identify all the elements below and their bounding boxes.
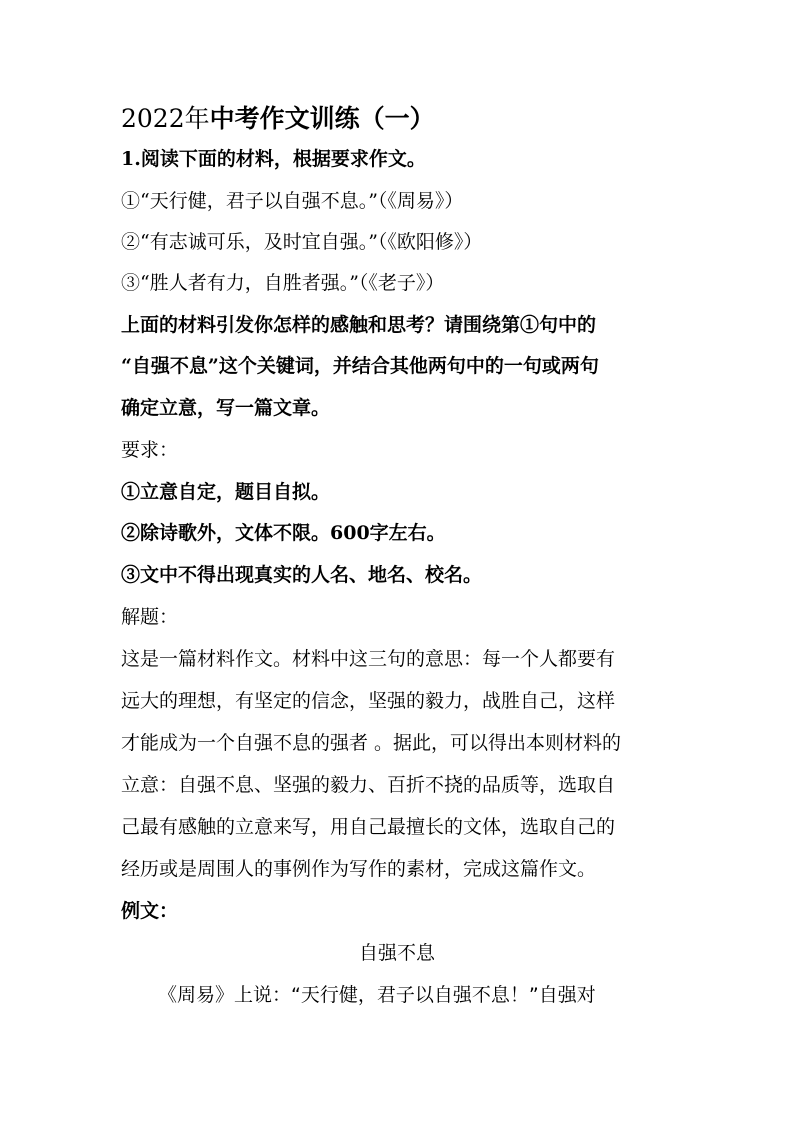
requirements-label: 要求： [121, 439, 179, 461]
example-label: 例文： [121, 900, 179, 922]
analysis-line-6: 经历或是周围人的事例作为写作的素材，完成这篇作文。 [121, 858, 597, 880]
essay-title: 自强不息 [358, 942, 435, 964]
requirement-2: ②除诗歌外，文体不限。600字左右。 [121, 522, 446, 544]
task-line-2: “自强不息”这个关键词，并结合其他两句中的一句或两句 [121, 355, 599, 377]
task-line-1: 上面的材料引发你怎样的感触和思考？请围绕第①句中的 [121, 314, 597, 336]
essay-first-line: 《周易》上说：“天行健，君子以自强不息！”自强对 [158, 984, 596, 1006]
quote-2: ②“有志诚可乐，及时宜自强。”（《欧阳修》） [121, 231, 483, 253]
title-main: 中考作文训练（一） [209, 104, 435, 133]
analysis-line-2: 远大的理想，有坚定的信念，坚强的毅力，战胜自己，这样 [121, 690, 616, 712]
question-prompt: 1.阅读下面的材料，根据要求作文。 [121, 148, 426, 170]
requirement-3: ③文中不得出现真实的人名、地名、校名。 [121, 564, 483, 586]
quote-3: ③“胜人者有力，自胜者强。”（《老子》） [121, 272, 445, 294]
quote-1: ①“天行健，君子以自强不息。”（《周易》） [121, 190, 464, 212]
analysis-line-5: 己最有感触的立意来写，用自己最擅长的文体，选取自己的 [121, 816, 616, 838]
analysis-line-4: 立意：自强不息、坚强的毅力、百折不挠的品质等，选取自 [121, 774, 616, 796]
analysis-line-1: 这是一篇材料作文。材料中这三句的意思：每一个人都要有 [121, 648, 616, 670]
page-title [121, 102, 681, 136]
analysis-label: 解题： [121, 606, 179, 628]
title-year: 2022年 [121, 104, 210, 133]
analysis-line-3: 才能成为一个自强不息的强者 。据此，可以得出本则材料的 [121, 732, 622, 754]
task-line-3: 确定立意，写一篇文章。 [121, 397, 331, 419]
requirement-1: ①立意自定，题目自拟。 [121, 481, 331, 503]
